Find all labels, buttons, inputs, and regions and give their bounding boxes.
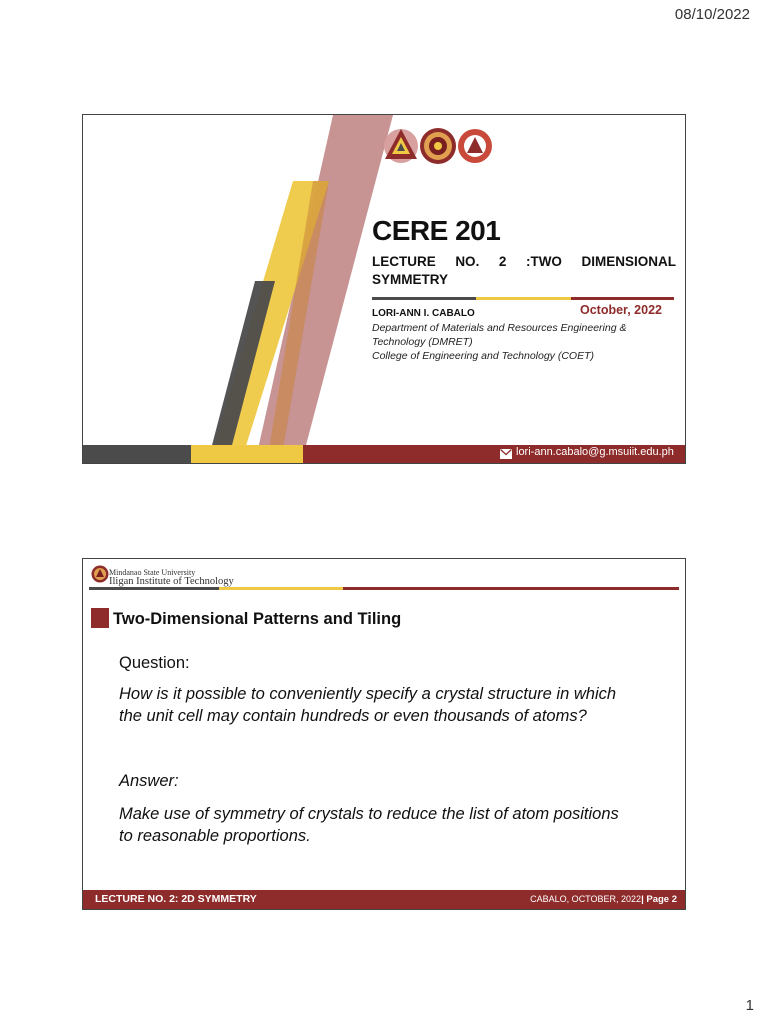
department-info xyxy=(372,321,672,363)
answer-text xyxy=(119,803,679,847)
slide-heading: Two-Dimensional Patterns and Tiling xyxy=(113,610,402,628)
department-line1: Department of Materials and Resources Engineering & xyxy=(372,322,627,334)
header-line-yellow xyxy=(219,587,343,590)
logo-ring-icon xyxy=(458,129,492,163)
course-code: CERE 201 xyxy=(372,215,501,246)
footer-page-number: | Page 2 xyxy=(641,894,677,905)
university-line1: Mindanao State University xyxy=(109,568,196,577)
question-label: Question: xyxy=(119,654,190,672)
email-icon xyxy=(500,449,512,459)
divider-dark xyxy=(372,297,476,300)
title-slide xyxy=(82,114,686,464)
footer-lecture-title: LECTURE NO. 2: 2D SYMMETRY xyxy=(95,893,257,905)
lecture-title-line1: LECTURE NO. 2 :TWO DIMENSIONAL xyxy=(372,254,676,269)
answer-label: Answer: xyxy=(119,772,179,790)
bottom-bar-dark xyxy=(83,445,191,463)
university-name xyxy=(109,568,234,586)
logo-seal-icon xyxy=(420,128,456,164)
divider-red xyxy=(571,297,674,300)
header-line-dark xyxy=(89,587,219,590)
page-number: 1 xyxy=(745,997,754,1014)
department-line2: Technology (DMRET) xyxy=(372,336,473,348)
lecture-title-line2: SYMMETRY xyxy=(372,272,449,287)
footer-author-date xyxy=(530,894,677,905)
footer-author: CABALO, OCTOBER, 2022 xyxy=(530,894,642,904)
question-line1: How is it possible to conveniently specify a crystal structure in which xyxy=(119,685,617,703)
author-email: lori-ann.cabalo@g.msuiit.edu.ph xyxy=(516,446,674,458)
divider-yellow xyxy=(476,297,571,300)
logo-triangle-icon xyxy=(384,129,418,163)
heading-marker xyxy=(91,608,109,628)
bottom-bar-yellow xyxy=(191,445,303,463)
author-name: LORI-ANN I. CABALO xyxy=(372,308,475,319)
answer-line1: Make use of symmetry of crystals to reduce the list of atom positions xyxy=(119,805,619,823)
institution-logos xyxy=(383,121,495,171)
content-slide xyxy=(82,558,686,910)
lecture-date: October, 2022 xyxy=(580,303,662,317)
answer-line2: to reasonable proportions. xyxy=(119,827,311,845)
question-line2: the unit cell may contain hundreds or even thousands of atoms? xyxy=(119,707,587,725)
university-seal-icon xyxy=(91,565,109,583)
page-date: 08/10/2022 xyxy=(674,6,750,23)
header-line-red xyxy=(343,587,679,590)
college-line: College of Engineering and Technology (COET) xyxy=(372,350,594,362)
university-line2: Iligan Institute of Technology xyxy=(109,576,234,587)
question-text xyxy=(119,683,679,727)
